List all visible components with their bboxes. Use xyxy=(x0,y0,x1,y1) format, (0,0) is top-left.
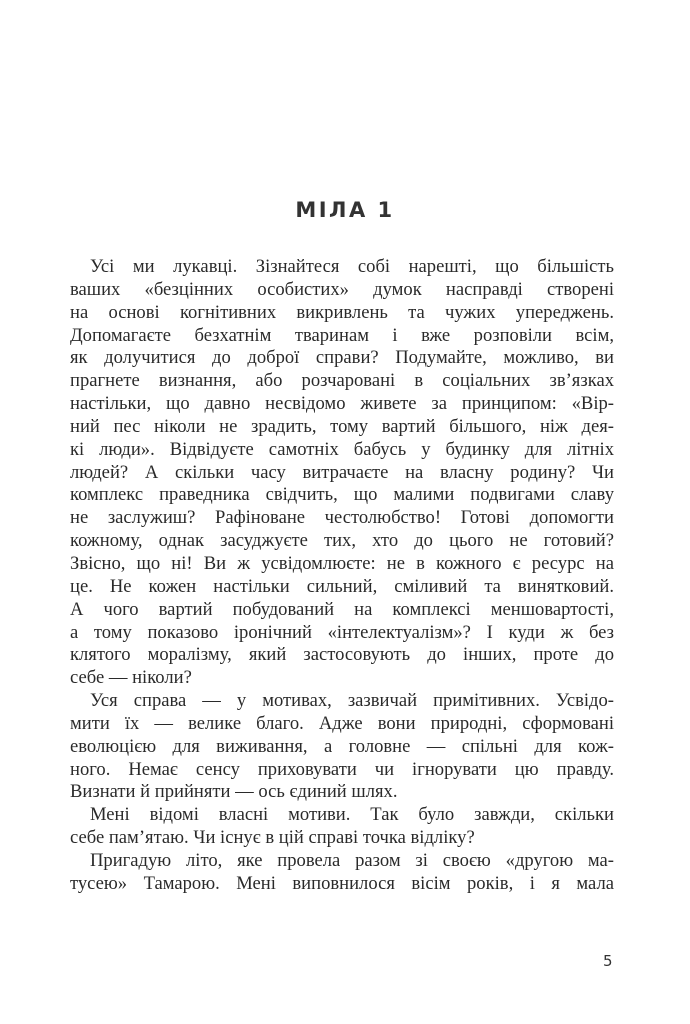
text-line: ного. Немає сенсу приховувати чи ігнорувати цю правду. xyxy=(70,758,614,780)
text-line: тусею» Тамарою. Мені виповнилося вісім років, і я мала xyxy=(70,872,614,894)
text-line: Допомагаєте безхатнім тваринам і вже розповіли всім, xyxy=(70,324,614,346)
text-line: Визнати й прийняти — ось єдиний шлях. xyxy=(70,781,398,803)
text-line: на основі когнітивних викривлень та чужих упереджень. xyxy=(70,301,614,323)
text-line: Звісно, що ні! Ви ж усвідомлюєте: не в кожного є ресурс на xyxy=(70,552,614,574)
page-number: 5 xyxy=(603,952,613,970)
text-line: себе — ніколи? xyxy=(70,667,192,689)
text-line: А чого вартий побудований на комплексі меншовартості, xyxy=(70,598,614,620)
paragraph xyxy=(70,256,614,690)
text-line: настільки, що давно несвідомо живете за принципом: «Вір- xyxy=(70,393,614,415)
text-line: як долучитися до доброї справи? Подумайте, можливо, ви xyxy=(70,347,614,369)
text-line: кожному, однак засуджуєте тих, хто до цього не готовий? xyxy=(70,530,614,552)
text-line: комплекс праведника свідчить, що малими подвигами славу xyxy=(70,484,614,506)
text-line: не заслужиш? Рафіноване честолюбство! Готові допомогти xyxy=(70,507,614,529)
text-line: мити їх — велике благо. Адже вони природні, сформовані xyxy=(70,712,614,734)
text-line: ваших «безцінних особистих» думок насправді створені xyxy=(70,278,614,300)
paragraph xyxy=(70,850,614,896)
text-line: прагнете визнання, або розчаровані в соціальних зв’язках xyxy=(70,370,614,392)
text-line: кі люди». Відвідуєте самотніх бабусь у будинку для літніх xyxy=(70,438,614,460)
text-line: Уся справа — у мотивах, зазвичай примітивних. Усвідо- xyxy=(90,690,614,712)
text-line: еволюцією для виживання, а головне — спільні для кож- xyxy=(70,735,614,757)
paragraph xyxy=(70,804,614,850)
text-line: Пригадую літо, яке провела разом зі своєю «другою ма- xyxy=(90,849,614,871)
text-line: це. Не кожен настільки сильний, сміливий та винятковий. xyxy=(70,575,614,597)
text-line: людей? А скільки часу витрачаєте на власну родину? Чи xyxy=(70,461,614,483)
text-line: себе пам’ятаю. Чи існує в цій справі точка відліку? xyxy=(70,827,475,849)
text-line: ний пес ніколи не зрадить, тому вартий більшого, ніж дея- xyxy=(70,415,614,437)
chapter-title: МІЛА 1 xyxy=(295,198,395,222)
text-line: Усі ми лукавці. Зізнайтеся собі нарешті, що більшість xyxy=(90,256,614,277)
text-line: клятого моралізму, який застосовують до інших, проте до xyxy=(70,644,614,666)
text-line: а тому показово іронічний «інтелектуалізм»? І куди ж без xyxy=(70,621,614,643)
paragraph xyxy=(70,690,614,804)
text-line: Мені відомі власні мотиви. Так було завжди, скільки xyxy=(90,804,614,826)
body-text xyxy=(70,256,614,896)
